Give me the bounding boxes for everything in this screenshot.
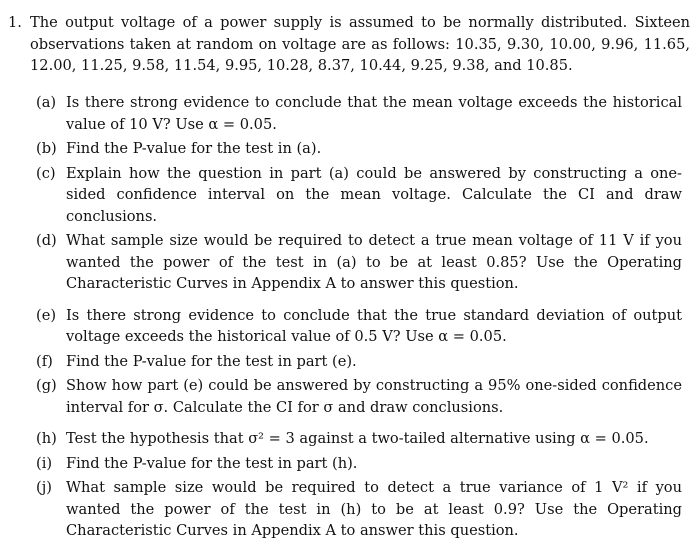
part-label: (a)	[36, 94, 57, 111]
part-label: (c)	[36, 164, 56, 182]
part-label: (h)	[36, 430, 57, 447]
part-text: What sample size would be required to detect a true mean voltage of 11 V if you wanted the power of the test in (a) to be at least 0.85? Use the Operating Characteristic Curves in Appendix A to answer this question.	[66, 232, 682, 292]
part-label: (j)	[36, 479, 52, 496]
part-text: Is there strong evidence to conclude that the mean voltage exceeds the historical value of 10 V? Use α = 0.05.	[66, 94, 682, 133]
part-c	[36, 163, 682, 228]
problem-statement	[8, 12, 690, 77]
problem-parts-list	[36, 92, 682, 542]
part-label: (g)	[36, 377, 57, 394]
part-label: (d)	[36, 232, 57, 249]
part-label: (b)	[36, 140, 57, 157]
part-j	[36, 477, 682, 542]
part-i	[36, 453, 682, 475]
part-text: Find the P-value for the test in (a).	[66, 140, 322, 157]
part-a	[36, 92, 682, 135]
part-text: Test the hypothesis that σ² = 3 against a two-tailed alternative using α = 0.05.	[66, 430, 649, 447]
part-d	[36, 230, 682, 295]
problem-text: The output voltage of a power supply is assumed to be normally distributed. Sixteen observations taken at random on voltage are as follows: 10.35, 9.30, 10.00, 9.96, 11.65, 12.00, 11.25, 9.58, 11.54, 9.95, 10.28, 8.37, 10.44, 9.25, 9.38, and 10.85.	[30, 14, 690, 74]
part-g	[36, 375, 682, 418]
part-text: Show how part (e) could be answered by constructing a 95% one-sided confidence interval for σ. Calculate the CI for σ and draw conclusions.	[66, 377, 682, 416]
part-h	[36, 428, 682, 450]
part-text: Explain how the question in part (a) could be answered by constructing a one-sided confidence interval on the mean voltage. Calculate the CI and draw conclusions.	[66, 164, 682, 225]
part-text: Find the P-value for the test in part (h).	[66, 454, 358, 472]
part-label: (e)	[36, 306, 57, 324]
part-b	[36, 138, 682, 160]
problem-number: 1.	[8, 14, 22, 31]
part-text: Find the P-value for the test in part (e).	[66, 352, 357, 370]
part-text: What sample size would be required to detect a true variance of 1 V² if you wanted the power of the test in (h) to be at least 0.9? Use the Operating Characteristic Curves in Appendix A to answer this question.	[66, 479, 682, 539]
part-label: (i)	[36, 454, 53, 472]
part-e	[36, 305, 682, 348]
part-label: (f)	[36, 352, 53, 370]
part-text: Is there strong evidence to conclude that the true standard deviation of output voltage exceeds the historical value of 0.5 V? Use α = 0.05.	[66, 306, 682, 345]
part-f	[36, 351, 682, 373]
